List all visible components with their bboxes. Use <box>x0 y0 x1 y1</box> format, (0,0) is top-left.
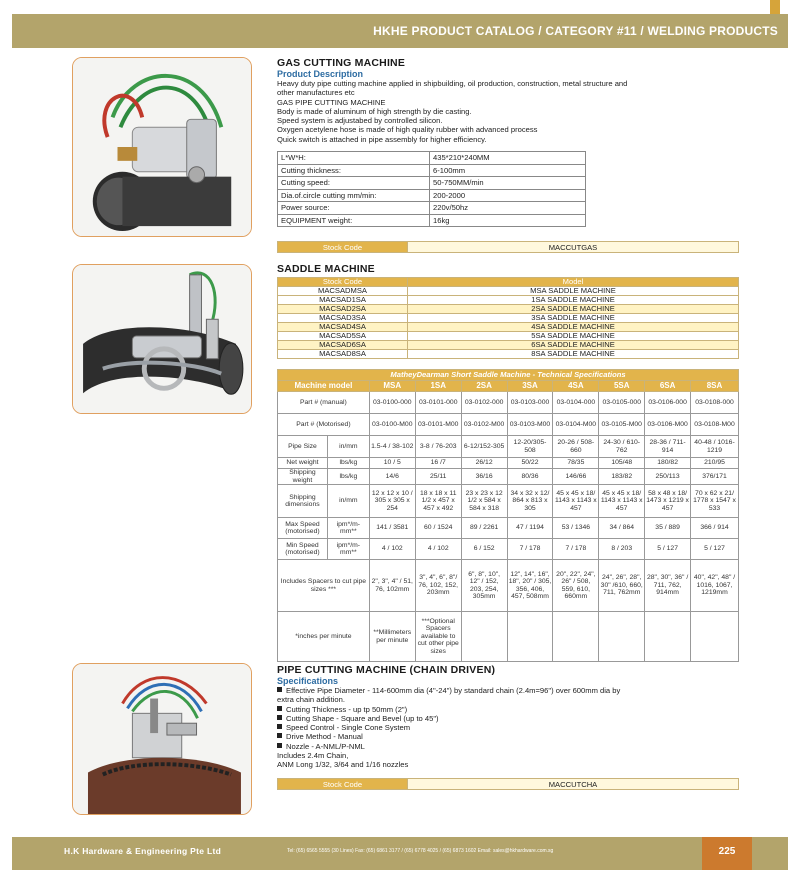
corner-tab <box>770 0 780 14</box>
model-cell: 1SA SADDLE MACHINE <box>408 296 739 305</box>
stock-code-cell: MACSAD3SA <box>278 314 408 323</box>
model-header: MSA <box>369 381 415 392</box>
gas-desc-line: Body is made of aluminum of high strength by die casting. <box>277 106 472 116</box>
stock-code-cell: MACSAD6SA <box>278 341 408 350</box>
speed-cell: 60 / 1524 <box>415 518 461 539</box>
spec-row <box>278 189 586 202</box>
contact-info: Tel: (65) 6565 5555 (30 Lines) Fax: (65) 6861 3177 / (65) 6778 4025 / (65) 6873 1602 Email: sales@hkhardware.com.sg <box>287 848 554 854</box>
part-number-cell: 03-0100-M00 <box>369 414 415 436</box>
saddle-model-table <box>277 277 739 359</box>
speed-cell: 6 / 152 <box>461 539 507 560</box>
spec-row <box>278 214 586 227</box>
row-label: Part # (manual) <box>278 392 370 414</box>
spec-row <box>278 152 586 165</box>
min-speed-row <box>278 539 739 560</box>
col-stock-code: Stock Code <box>278 278 408 287</box>
stock-code-cell: MACSADMSA <box>278 287 408 296</box>
pipe-size-cell: 1.5-4 / 38-102 <box>369 436 415 458</box>
model-header: 3SA <box>507 381 553 392</box>
spacer-cell: 2", 3", 4" / 51, 76, 102mm <box>369 560 415 612</box>
note-spacers: ***Optional Spacers available to cut other pipe sizes <box>415 612 461 662</box>
list-item-text: Nozzle - A-NML/P-NML <box>286 741 365 751</box>
gas-description <box>277 79 739 144</box>
row-label: Shipping dimensions <box>278 485 328 518</box>
spec-key: Power source: <box>278 202 430 215</box>
speed-cell: 89 / 2261 <box>461 518 507 539</box>
row-unit: ipm*/m-mm** <box>327 518 369 539</box>
part-number-cell: 03-0101-000 <box>415 392 461 414</box>
row-label: Shipping weight <box>278 469 328 485</box>
chain-pipe-cutter-photo <box>72 663 252 815</box>
spec-row <box>278 202 586 215</box>
bullet-square-icon <box>277 687 282 692</box>
row-unit: lbs/kg <box>327 458 369 469</box>
gas-desc-line: Heavy duty pipe cutting machine applied in shipbuilding, oil production, construction, metal structure and <box>277 79 628 88</box>
col-model: Model <box>408 278 739 287</box>
spacer-cell: 20", 22", 24", 26" / 508, 559, 610, 660mm <box>553 560 599 612</box>
speed-cell: 5 / 127 <box>691 539 739 560</box>
model-header: 8SA <box>691 381 739 392</box>
part-number-cell: 03-0102-M00 <box>461 414 507 436</box>
part-number-cell: 03-0106-M00 <box>645 414 691 436</box>
gas-subtitle: Product Description <box>277 69 364 79</box>
weight-cell: 14/6 <box>369 469 415 485</box>
bullet-square-icon <box>277 743 282 748</box>
speed-cell: 141 / 3581 <box>369 518 415 539</box>
spacer-cell: 12", 14", 16", 18", 20" / 305, 356, 406, 457, 508mm <box>507 560 553 612</box>
saddle-title: SADDLE MACHINE <box>277 263 375 275</box>
list-item <box>277 732 739 741</box>
gas-desc-line: GAS PIPE CUTTING MACHINE <box>277 97 386 107</box>
stock-code-label: Stock Code <box>278 242 408 253</box>
list-item-text: Cutting Shape - Square and Bevel (up to 45") <box>286 713 439 723</box>
speed-cell: 5 / 127 <box>645 539 691 560</box>
spec-value: 220v/50hz <box>430 202 586 215</box>
gas-spec-table <box>277 151 586 227</box>
chain-subtitle: Specifications <box>277 676 339 686</box>
stock-code-cell: MACSAD4SA <box>278 323 408 332</box>
list-item-text: Drive Method - Manual <box>286 732 363 742</box>
gas-stock-code <box>277 241 739 253</box>
pipe-size-cell: 6-12/152-305 <box>461 436 507 458</box>
speed-cell: 47 / 1194 <box>507 518 553 539</box>
dimension-cell: 12 x 12 x 10 / 305 x 305 x 254 <box>369 485 415 518</box>
list-item <box>277 742 739 751</box>
chain-title: PIPE CUTTING MACHINE (CHAIN DRIVEN) <box>277 664 496 676</box>
list-item <box>277 686 739 695</box>
model-cell: 5SA SADDLE MACHINE <box>408 332 739 341</box>
speed-cell: 35 / 889 <box>645 518 691 539</box>
footer-band <box>12 837 788 870</box>
spacer-cell: 28", 30", 36" / 711, 762, 914mm <box>645 560 691 612</box>
row-label: Pipe Size <box>278 436 328 458</box>
speed-cell: 4 / 102 <box>369 539 415 560</box>
part-number-cell: 03-0105-M00 <box>599 414 645 436</box>
mathey-title: MatheyDearman Short Saddle Machine - Technical Specifications <box>278 370 739 381</box>
spacer-cell: 24", 26", 28", 30" /610, 660, 711, 762mm <box>599 560 645 612</box>
spec-key: L*W*H: <box>278 152 430 165</box>
empty-cell <box>691 612 739 662</box>
spec-value: 200-2000 <box>430 189 586 202</box>
pipe-size-cell: 40-48 / 1016-1219 <box>691 436 739 458</box>
model-cell: MSA SADDLE MACHINE <box>408 287 739 296</box>
dimension-cell: 34 x 32 x 12/ 864 x 813 x 305 <box>507 485 553 518</box>
shipping-dimensions-row <box>278 485 739 518</box>
weight-cell: 250/113 <box>645 469 691 485</box>
part-motorised-row <box>278 414 739 436</box>
model-cell: 4SA SADDLE MACHINE <box>408 323 739 332</box>
spec-key: Cutting thickness: <box>278 164 430 177</box>
dimension-cell: 70 x 62 x 21/ 1778 x 1547 x 533 <box>691 485 739 518</box>
part-number-cell: 03-0105-000 <box>599 392 645 414</box>
empty-cell <box>461 612 507 662</box>
stock-code-cell: MACSAD2SA <box>278 305 408 314</box>
gas-desc-line: Quick switch is attached in pipe assembly for higher efficiency. <box>277 134 487 144</box>
net-weight-row <box>278 458 739 469</box>
weight-cell: 210/95 <box>691 458 739 469</box>
part-number-cell: 03-0103-000 <box>507 392 553 414</box>
empty-cell <box>645 612 691 662</box>
speed-cell: 7 / 178 <box>507 539 553 560</box>
chain-cutter-section <box>277 664 739 770</box>
pipe-size-cell: 12-20/305-508 <box>507 436 553 458</box>
shipping-weight-row <box>278 469 739 485</box>
gas-cutting-machine-photo <box>72 57 252 237</box>
empty-cell <box>553 612 599 662</box>
pipe-size-cell: 20-26 / 508-660 <box>553 436 599 458</box>
model-cell: 2SA SADDLE MACHINE <box>408 305 739 314</box>
weight-cell: 50/22 <box>507 458 553 469</box>
spacer-cell: 6", 8", 10", 12" / 152, 203, 254, 305mm <box>461 560 507 612</box>
spec-key: Dia.of.circle cutting mm/min: <box>278 189 430 202</box>
row-label: Net weight <box>278 458 328 469</box>
model-header: 2SA <box>461 381 507 392</box>
spacer-cell: 40", 42", 48" / 1016, 1067, 1219mm <box>691 560 739 612</box>
bullet-square-icon <box>277 715 282 720</box>
row-label: Max Speed (motorised) <box>278 518 328 539</box>
gas-desc-line: other manufactures etc <box>277 88 355 98</box>
model-header: 1SA <box>415 381 461 392</box>
dimension-cell: 45 x 45 x 18/ 1143 x 1143 x 457 <box>599 485 645 518</box>
list-item <box>277 714 739 723</box>
notes-row <box>278 612 739 662</box>
weight-cell: 180/82 <box>645 458 691 469</box>
bullet-square-icon <box>277 706 282 711</box>
mathey-spec-table <box>277 369 739 662</box>
weight-cell: 36/16 <box>461 469 507 485</box>
row-unit: ipm*/m-mm** <box>327 539 369 560</box>
spec-key: Cutting speed: <box>278 177 430 190</box>
weight-cell: 10 / 5 <box>369 458 415 469</box>
row-unit: in/mm <box>327 485 369 518</box>
dimension-cell: 23 x 23 x 12 1/2 x 584 x 584 x 318 <box>461 485 507 518</box>
spec-value: 50-750MM/min <box>430 177 586 190</box>
stock-code-cell: MACSAD1SA <box>278 296 408 305</box>
list-item <box>277 723 739 732</box>
bullet-square-icon <box>277 733 282 738</box>
part-number-cell: 03-0102-000 <box>461 392 507 414</box>
spacer-cell: 3", 4", 6", 8"/ 76, 102, 152, 203mm <box>415 560 461 612</box>
spec-key: EQUIPMENT weight: <box>278 214 430 227</box>
speed-cell: 34 / 864 <box>599 518 645 539</box>
max-speed-row <box>278 518 739 539</box>
catalog-title: HKHE PRODUCT CATALOG / CATEGORY #11 / WELDING PRODUCTS <box>373 24 778 38</box>
model-cell: 8SA SADDLE MACHINE <box>408 350 739 359</box>
part-manual-row <box>278 392 739 414</box>
row-unit: in/mm <box>327 436 369 458</box>
part-number-cell: 03-0103-M00 <box>507 414 553 436</box>
part-number-cell: 03-0108-000 <box>691 392 739 414</box>
page-number: 225 <box>718 846 736 857</box>
dimension-cell: 58 x 48 x 18/ 1473 x 1219 x 457 <box>645 485 691 518</box>
weight-cell: 78/35 <box>553 458 599 469</box>
list-item-text: Speed Control - Single Cone System <box>286 723 411 733</box>
spec-row <box>278 164 586 177</box>
gas-desc-line: Oxygen acetylene hose is made of high quality rubber with advanced process <box>277 125 538 135</box>
stock-code-value: MACCUTCHA <box>408 779 739 790</box>
stock-code-cell: MACSAD5SA <box>278 332 408 341</box>
spec-row <box>278 177 586 190</box>
chain-spec-list <box>277 686 739 751</box>
bullet-square-icon <box>277 724 282 729</box>
part-number-cell: 03-0106-000 <box>645 392 691 414</box>
weight-cell: 376/171 <box>691 469 739 485</box>
model-header: 4SA <box>553 381 599 392</box>
gas-title: GAS CUTTING MACHINE <box>277 57 406 69</box>
note-mm: **Millimeters per minute <box>369 612 415 662</box>
models-header-row <box>278 381 739 392</box>
gas-desc-line: Speed system is adjustabed by controlled silicon. <box>277 116 443 126</box>
list-item-continuation: extra chain addition. <box>277 695 345 705</box>
weight-cell: 183/82 <box>599 469 645 485</box>
row-label: Includes Spacers to cut pipe sizes *** <box>278 560 370 612</box>
speed-cell: 366 / 914 <box>691 518 739 539</box>
stock-code-cell: MACSAD8SA <box>278 350 408 359</box>
spec-value: 6-100mm <box>430 164 586 177</box>
part-number-cell: 03-0104-M00 <box>553 414 599 436</box>
list-item-text: Cutting Thickness - up tp 50mm (2") <box>286 704 408 714</box>
page-number-box <box>702 837 752 870</box>
chain-extra-line: Includes 2.4m Chain, <box>277 751 349 761</box>
weight-cell: 25/11 <box>415 469 461 485</box>
machine-model-label: Machine model <box>278 381 370 392</box>
dimension-cell: 45 x 45 x 18/ 1143 x 1143 x 457 <box>553 485 599 518</box>
speed-cell: 7 / 178 <box>553 539 599 560</box>
pipe-size-row <box>278 436 739 458</box>
table-row <box>278 350 739 359</box>
model-cell: 6SA SADDLE MACHINE <box>408 341 739 350</box>
weight-cell: 26/12 <box>461 458 507 469</box>
list-item-text: Effective Pipe Diameter - 114-600mm dia (4"-24") by standard chain (2.4m=96") over 600mm dia by <box>286 686 621 695</box>
pipe-size-cell: 3-8 / 76-203 <box>415 436 461 458</box>
header-band <box>12 14 788 48</box>
chain-stock-code <box>277 778 739 790</box>
speed-cell: 4 / 102 <box>415 539 461 560</box>
part-number-cell: 03-0100-000 <box>369 392 415 414</box>
speed-cell: 8 / 203 <box>599 539 645 560</box>
saddle-machine-photo <box>72 264 252 414</box>
model-cell: 3SA SADDLE MACHINE <box>408 314 739 323</box>
spec-value: 16kg <box>430 214 586 227</box>
chain-extra-line: ANM Long 1/32, 3/64 and 1/16 nozzles <box>277 760 409 770</box>
list-item <box>277 705 739 714</box>
row-label: Min Speed (motorised) <box>278 539 328 560</box>
part-number-cell: 03-0104-000 <box>553 392 599 414</box>
pipe-size-cell: 28-36 / 711-914 <box>645 436 691 458</box>
note-inches: *inches per minute <box>278 612 370 662</box>
part-number-cell: 03-0108-M00 <box>691 414 739 436</box>
stock-code-label: Stock Code <box>278 779 408 790</box>
gas-cutting-section <box>277 57 739 144</box>
spacers-row <box>278 560 739 612</box>
dimension-cell: 18 x 18 x 11 1/2 x 457 x 457 x 492 <box>415 485 461 518</box>
model-header: 6SA <box>645 381 691 392</box>
model-header: 5SA <box>599 381 645 392</box>
speed-cell: 53 / 1346 <box>553 518 599 539</box>
stock-code-value: MACCUTGAS <box>408 242 739 253</box>
company-name: H.K Hardware & Engineering Pte Ltd <box>64 846 222 856</box>
weight-cell: 80/36 <box>507 469 553 485</box>
weight-cell: 105/48 <box>599 458 645 469</box>
empty-cell <box>507 612 553 662</box>
weight-cell: 16 /7 <box>415 458 461 469</box>
pipe-size-cell: 24-30 / 610-762 <box>599 436 645 458</box>
weight-cell: 146/66 <box>553 469 599 485</box>
row-label: Part # (Motorised) <box>278 414 370 436</box>
row-unit: lbs/kg <box>327 469 369 485</box>
empty-cell <box>599 612 645 662</box>
part-number-cell: 03-0101-M00 <box>415 414 461 436</box>
spec-value: 435*210*240MM <box>430 152 586 165</box>
